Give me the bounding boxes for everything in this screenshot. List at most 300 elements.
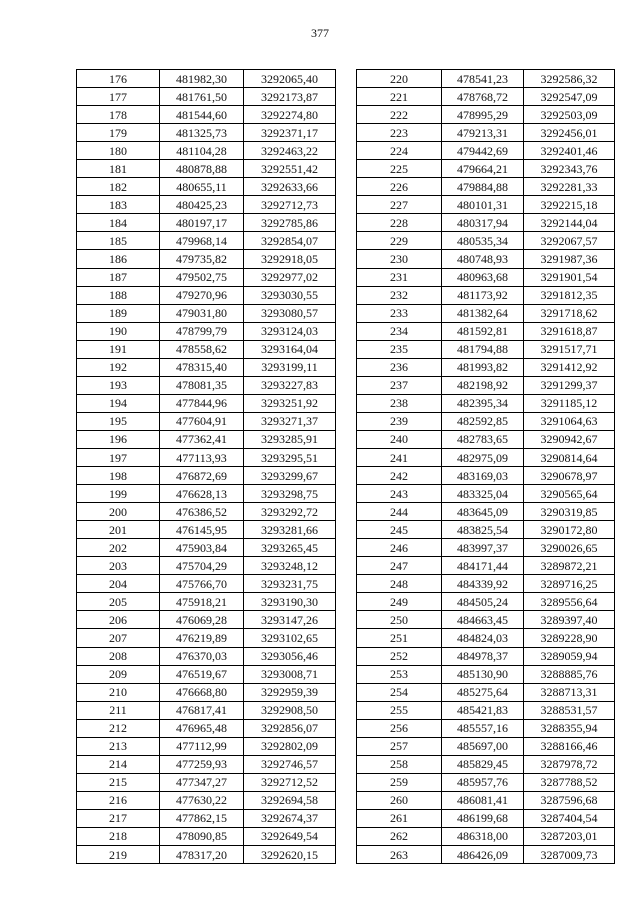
x-coordinate-cell: 486426,09 <box>442 846 524 864</box>
point-number-cell: 234 <box>357 322 442 340</box>
y-coordinate-cell: 3287009,73 <box>524 846 615 864</box>
x-coordinate-cell: 476219,89 <box>160 629 244 647</box>
table-row <box>357 503 615 521</box>
point-number-cell: 235 <box>357 340 442 358</box>
table-row <box>77 791 336 809</box>
table-row <box>77 611 336 629</box>
y-coordinate-cell: 3289059,94 <box>524 647 615 665</box>
x-coordinate-cell: 477630,22 <box>160 791 244 809</box>
point-number-cell: 238 <box>357 394 442 412</box>
table-row <box>77 448 336 466</box>
point-number-cell: 224 <box>357 142 442 160</box>
point-number-cell: 254 <box>357 683 442 701</box>
x-coordinate-cell: 486318,00 <box>442 827 524 845</box>
point-number-cell: 263 <box>357 846 442 864</box>
x-coordinate-cell: 479502,75 <box>160 268 244 286</box>
point-number-cell: 217 <box>77 809 160 827</box>
table-row <box>77 809 336 827</box>
table-row <box>77 683 336 701</box>
y-coordinate-cell: 3292281,33 <box>524 178 615 196</box>
point-number-cell: 203 <box>77 557 160 575</box>
point-number-cell: 193 <box>77 376 160 394</box>
point-number-cell: 183 <box>77 196 160 214</box>
y-coordinate-cell: 3290319,85 <box>524 503 615 521</box>
x-coordinate-cell: 476145,95 <box>160 521 244 539</box>
y-coordinate-cell: 3293124,03 <box>244 322 336 340</box>
y-coordinate-cell: 3292551,42 <box>244 160 336 178</box>
x-coordinate-cell: 479442,69 <box>442 142 524 160</box>
point-number-cell: 205 <box>77 593 160 611</box>
point-number-cell: 248 <box>357 575 442 593</box>
point-number-cell: 252 <box>357 647 442 665</box>
x-coordinate-cell: 478558,62 <box>160 340 244 358</box>
x-coordinate-cell: 485829,45 <box>442 755 524 773</box>
table-row <box>77 485 336 503</box>
point-number-cell: 220 <box>357 70 442 88</box>
x-coordinate-cell: 481592,81 <box>442 322 524 340</box>
y-coordinate-cell: 3289716,25 <box>524 575 615 593</box>
y-coordinate-cell: 3292918,05 <box>244 250 336 268</box>
point-number-cell: 249 <box>357 593 442 611</box>
y-coordinate-cell: 3292977,02 <box>244 268 336 286</box>
x-coordinate-cell: 480197,17 <box>160 214 244 232</box>
point-number-cell: 259 <box>357 773 442 791</box>
x-coordinate-cell: 476965,48 <box>160 719 244 737</box>
point-number-cell: 253 <box>357 665 442 683</box>
x-coordinate-cell: 478090,85 <box>160 827 244 845</box>
point-number-cell: 247 <box>357 557 442 575</box>
point-number-cell: 237 <box>357 376 442 394</box>
x-coordinate-cell: 481382,64 <box>442 304 524 322</box>
table-row <box>357 358 615 376</box>
table-row <box>77 358 336 376</box>
x-coordinate-cell: 478081,35 <box>160 376 244 394</box>
y-coordinate-cell: 3293285,91 <box>244 430 336 448</box>
x-coordinate-cell: 477862,15 <box>160 809 244 827</box>
x-coordinate-cell: 483325,04 <box>442 485 524 503</box>
x-coordinate-cell: 483825,54 <box>442 521 524 539</box>
y-coordinate-cell: 3292854,07 <box>244 232 336 250</box>
point-number-cell: 188 <box>77 286 160 304</box>
point-number-cell: 189 <box>77 304 160 322</box>
point-number-cell: 261 <box>357 809 442 827</box>
point-number-cell: 215 <box>77 773 160 791</box>
table-row <box>357 196 615 214</box>
x-coordinate-cell: 475704,29 <box>160 557 244 575</box>
point-number-cell: 258 <box>357 755 442 773</box>
x-coordinate-cell: 481544,60 <box>160 106 244 124</box>
x-coordinate-cell: 484663,45 <box>442 611 524 629</box>
x-coordinate-cell: 477362,41 <box>160 430 244 448</box>
point-number-cell: 241 <box>357 448 442 466</box>
y-coordinate-cell: 3293190,30 <box>244 593 336 611</box>
point-number-cell: 197 <box>77 448 160 466</box>
y-coordinate-cell: 3289228,90 <box>524 629 615 647</box>
table-row <box>77 124 336 142</box>
x-coordinate-cell: 479884,88 <box>442 178 524 196</box>
y-coordinate-cell: 3289872,21 <box>524 557 615 575</box>
table-row <box>77 575 336 593</box>
table-row <box>357 737 615 755</box>
y-coordinate-cell: 3292856,07 <box>244 719 336 737</box>
x-coordinate-cell: 481104,28 <box>160 142 244 160</box>
point-number-cell: 233 <box>357 304 442 322</box>
table-row <box>77 701 336 719</box>
x-coordinate-cell: 477844,96 <box>160 394 244 412</box>
table-row <box>77 846 336 864</box>
y-coordinate-cell: 3288885,76 <box>524 665 615 683</box>
table-row <box>357 755 615 773</box>
y-coordinate-cell: 3289556,64 <box>524 593 615 611</box>
y-coordinate-cell: 3292215,18 <box>524 196 615 214</box>
point-number-cell: 192 <box>77 358 160 376</box>
table-row <box>357 268 615 286</box>
y-coordinate-cell: 3287404,54 <box>524 809 615 827</box>
x-coordinate-cell: 485697,00 <box>442 737 524 755</box>
point-number-cell: 195 <box>77 412 160 430</box>
table-row <box>77 737 336 755</box>
table-row <box>357 629 615 647</box>
x-coordinate-cell: 482198,92 <box>442 376 524 394</box>
x-coordinate-cell: 478995,29 <box>442 106 524 124</box>
table-row <box>357 665 615 683</box>
x-coordinate-cell: 485421,83 <box>442 701 524 719</box>
y-coordinate-cell: 3292456,01 <box>524 124 615 142</box>
table-row <box>77 376 336 394</box>
y-coordinate-cell: 3292694,58 <box>244 791 336 809</box>
x-coordinate-cell: 485275,64 <box>442 683 524 701</box>
y-coordinate-cell: 3291901,54 <box>524 268 615 286</box>
point-number-cell: 221 <box>357 88 442 106</box>
table-row <box>77 467 336 485</box>
point-number-cell: 209 <box>77 665 160 683</box>
y-coordinate-cell: 3292586,32 <box>524 70 615 88</box>
point-number-cell: 236 <box>357 358 442 376</box>
y-coordinate-cell: 3293102,65 <box>244 629 336 647</box>
point-number-cell: 178 <box>77 106 160 124</box>
point-number-cell: 223 <box>357 124 442 142</box>
point-number-cell: 227 <box>357 196 442 214</box>
point-number-cell: 222 <box>357 106 442 124</box>
x-coordinate-cell: 484339,92 <box>442 575 524 593</box>
y-coordinate-cell: 3293292,72 <box>244 503 336 521</box>
point-number-cell: 218 <box>77 827 160 845</box>
table-row <box>77 521 336 539</box>
table-row <box>357 467 615 485</box>
table-row <box>357 846 615 864</box>
point-number-cell: 250 <box>357 611 442 629</box>
point-number-cell: 202 <box>77 539 160 557</box>
y-coordinate-cell: 3293080,57 <box>244 304 336 322</box>
x-coordinate-cell: 486081,41 <box>442 791 524 809</box>
point-number-cell: 206 <box>77 611 160 629</box>
point-number-cell: 246 <box>357 539 442 557</box>
table-row <box>357 88 615 106</box>
table-row <box>77 178 336 196</box>
y-coordinate-cell: 3291618,87 <box>524 322 615 340</box>
point-number-cell: 190 <box>77 322 160 340</box>
table-row <box>357 178 615 196</box>
x-coordinate-cell: 482783,65 <box>442 430 524 448</box>
x-coordinate-cell: 477113,93 <box>160 448 244 466</box>
table-row <box>357 340 615 358</box>
x-coordinate-cell: 481325,73 <box>160 124 244 142</box>
y-coordinate-cell: 3292274,80 <box>244 106 336 124</box>
x-coordinate-cell: 478768,72 <box>442 88 524 106</box>
y-coordinate-cell: 3287788,52 <box>524 773 615 791</box>
point-number-cell: 201 <box>77 521 160 539</box>
table-row <box>77 232 336 250</box>
point-number-cell: 228 <box>357 214 442 232</box>
x-coordinate-cell: 483997,37 <box>442 539 524 557</box>
x-coordinate-cell: 486199,68 <box>442 809 524 827</box>
point-number-cell: 225 <box>357 160 442 178</box>
table-row <box>357 160 615 178</box>
x-coordinate-cell: 480878,88 <box>160 160 244 178</box>
y-coordinate-cell: 3290026,65 <box>524 539 615 557</box>
y-coordinate-cell: 3292343,76 <box>524 160 615 178</box>
table-row <box>357 611 615 629</box>
table-row <box>357 106 615 124</box>
coordinates-table-left <box>76 69 336 864</box>
y-coordinate-cell: 3292712,52 <box>244 773 336 791</box>
x-coordinate-cell: 482592,85 <box>442 412 524 430</box>
coordinates-table-left-body <box>77 70 336 864</box>
point-number-cell: 226 <box>357 178 442 196</box>
y-coordinate-cell: 3293265,45 <box>244 539 336 557</box>
x-coordinate-cell: 480101,31 <box>442 196 524 214</box>
point-number-cell: 198 <box>77 467 160 485</box>
table-row <box>357 719 615 737</box>
x-coordinate-cell: 477112,99 <box>160 737 244 755</box>
y-coordinate-cell: 3293056,46 <box>244 647 336 665</box>
x-coordinate-cell: 476370,03 <box>160 647 244 665</box>
point-number-cell: 208 <box>77 647 160 665</box>
table-row <box>357 394 615 412</box>
table-row <box>77 70 336 88</box>
x-coordinate-cell: 485957,76 <box>442 773 524 791</box>
point-number-cell: 230 <box>357 250 442 268</box>
table-row <box>357 683 615 701</box>
y-coordinate-cell: 3292620,15 <box>244 846 336 864</box>
table-row <box>357 376 615 394</box>
point-number-cell: 194 <box>77 394 160 412</box>
y-coordinate-cell: 3288531,57 <box>524 701 615 719</box>
table-row <box>357 70 615 88</box>
table-row <box>357 232 615 250</box>
table-row <box>77 142 336 160</box>
table-row <box>357 773 615 791</box>
y-coordinate-cell: 3289397,40 <box>524 611 615 629</box>
x-coordinate-cell: 485130,90 <box>442 665 524 683</box>
x-coordinate-cell: 481982,30 <box>160 70 244 88</box>
table-row <box>77 593 336 611</box>
table-row <box>77 250 336 268</box>
table-row <box>77 88 336 106</box>
point-number-cell: 191 <box>77 340 160 358</box>
table-row <box>357 593 615 611</box>
y-coordinate-cell: 3291987,36 <box>524 250 615 268</box>
table-row <box>77 304 336 322</box>
point-number-cell: 214 <box>77 755 160 773</box>
y-coordinate-cell: 3292173,87 <box>244 88 336 106</box>
point-number-cell: 231 <box>357 268 442 286</box>
x-coordinate-cell: 484505,24 <box>442 593 524 611</box>
y-coordinate-cell: 3292908,50 <box>244 701 336 719</box>
table-row <box>77 773 336 791</box>
y-coordinate-cell: 3292547,09 <box>524 88 615 106</box>
y-coordinate-cell: 3292463,22 <box>244 142 336 160</box>
x-coordinate-cell: 482395,34 <box>442 394 524 412</box>
x-coordinate-cell: 483169,03 <box>442 467 524 485</box>
table-row <box>77 557 336 575</box>
table-row <box>77 322 336 340</box>
point-number-cell: 216 <box>77 791 160 809</box>
point-number-cell: 176 <box>77 70 160 88</box>
point-number-cell: 242 <box>357 467 442 485</box>
x-coordinate-cell: 476519,67 <box>160 665 244 683</box>
y-coordinate-cell: 3293299,67 <box>244 467 336 485</box>
table-row <box>357 539 615 557</box>
x-coordinate-cell: 479213,31 <box>442 124 524 142</box>
y-coordinate-cell: 3287978,72 <box>524 755 615 773</box>
y-coordinate-cell: 3292144,04 <box>524 214 615 232</box>
point-number-cell: 255 <box>357 701 442 719</box>
y-coordinate-cell: 3291812,35 <box>524 286 615 304</box>
y-coordinate-cell: 3293164,04 <box>244 340 336 358</box>
y-coordinate-cell: 3292712,73 <box>244 196 336 214</box>
table-row <box>357 430 615 448</box>
table-row <box>77 196 336 214</box>
y-coordinate-cell: 3293271,37 <box>244 412 336 430</box>
x-coordinate-cell: 479270,96 <box>160 286 244 304</box>
table-row <box>357 304 615 322</box>
y-coordinate-cell: 3292371,17 <box>244 124 336 142</box>
table-row <box>357 322 615 340</box>
point-number-cell: 181 <box>77 160 160 178</box>
point-number-cell: 185 <box>77 232 160 250</box>
table-row <box>77 286 336 304</box>
y-coordinate-cell: 3288355,94 <box>524 719 615 737</box>
y-coordinate-cell: 3292785,86 <box>244 214 336 232</box>
table-row <box>77 106 336 124</box>
point-number-cell: 239 <box>357 412 442 430</box>
table-row <box>77 629 336 647</box>
x-coordinate-cell: 481761,50 <box>160 88 244 106</box>
table-row <box>77 160 336 178</box>
y-coordinate-cell: 3291064,63 <box>524 412 615 430</box>
table-row <box>357 448 615 466</box>
y-coordinate-cell: 3287203,01 <box>524 827 615 845</box>
x-coordinate-cell: 479031,80 <box>160 304 244 322</box>
table-row <box>77 665 336 683</box>
y-coordinate-cell: 3293227,83 <box>244 376 336 394</box>
table-row <box>357 250 615 268</box>
y-coordinate-cell: 3291517,71 <box>524 340 615 358</box>
table-row <box>77 503 336 521</box>
x-coordinate-cell: 484824,03 <box>442 629 524 647</box>
table-row <box>357 286 615 304</box>
x-coordinate-cell: 479735,82 <box>160 250 244 268</box>
x-coordinate-cell: 480317,94 <box>442 214 524 232</box>
point-number-cell: 207 <box>77 629 160 647</box>
page-number: 377 <box>311 26 329 40</box>
table-row <box>77 719 336 737</box>
point-number-cell: 243 <box>357 485 442 503</box>
x-coordinate-cell: 476628,13 <box>160 485 244 503</box>
y-coordinate-cell: 3291718,62 <box>524 304 615 322</box>
y-coordinate-cell: 3292503,09 <box>524 106 615 124</box>
point-number-cell: 232 <box>357 286 442 304</box>
y-coordinate-cell: 3292633,66 <box>244 178 336 196</box>
x-coordinate-cell: 477259,93 <box>160 755 244 773</box>
y-coordinate-cell: 3293295,51 <box>244 448 336 466</box>
point-number-cell: 187 <box>77 268 160 286</box>
x-coordinate-cell: 478317,20 <box>160 846 244 864</box>
y-coordinate-cell: 3293248,12 <box>244 557 336 575</box>
x-coordinate-cell: 476069,28 <box>160 611 244 629</box>
y-coordinate-cell: 3287596,68 <box>524 791 615 809</box>
point-number-cell: 211 <box>77 701 160 719</box>
table-row <box>77 430 336 448</box>
table-row <box>357 142 615 160</box>
x-coordinate-cell: 482975,09 <box>442 448 524 466</box>
point-number-cell: 212 <box>77 719 160 737</box>
y-coordinate-cell: 3293251,92 <box>244 394 336 412</box>
table-row <box>77 214 336 232</box>
table-row <box>357 557 615 575</box>
x-coordinate-cell: 476386,52 <box>160 503 244 521</box>
point-number-cell: 196 <box>77 430 160 448</box>
table-row <box>357 809 615 827</box>
table-row <box>77 755 336 773</box>
y-coordinate-cell: 3290565,64 <box>524 485 615 503</box>
point-number-cell: 184 <box>77 214 160 232</box>
x-coordinate-cell: 481993,82 <box>442 358 524 376</box>
y-coordinate-cell: 3290172,80 <box>524 521 615 539</box>
y-coordinate-cell: 3290942,67 <box>524 430 615 448</box>
y-coordinate-cell: 3291412,92 <box>524 358 615 376</box>
point-number-cell: 186 <box>77 250 160 268</box>
point-number-cell: 182 <box>77 178 160 196</box>
y-coordinate-cell: 3293008,71 <box>244 665 336 683</box>
point-number-cell: 177 <box>77 88 160 106</box>
x-coordinate-cell: 479968,14 <box>160 232 244 250</box>
point-number-cell: 199 <box>77 485 160 503</box>
x-coordinate-cell: 475918,21 <box>160 593 244 611</box>
x-coordinate-cell: 475766,70 <box>160 575 244 593</box>
y-coordinate-cell: 3288713,31 <box>524 683 615 701</box>
table-row <box>77 412 336 430</box>
x-coordinate-cell: 478799,79 <box>160 322 244 340</box>
table-row <box>77 394 336 412</box>
table-row <box>357 575 615 593</box>
x-coordinate-cell: 485557,16 <box>442 719 524 737</box>
y-coordinate-cell: 3292802,09 <box>244 737 336 755</box>
coordinates-table-right-body <box>357 70 615 864</box>
x-coordinate-cell: 478315,40 <box>160 358 244 376</box>
x-coordinate-cell: 477347,27 <box>160 773 244 791</box>
y-coordinate-cell: 3292401,46 <box>524 142 615 160</box>
table-row <box>357 214 615 232</box>
y-coordinate-cell: 3292959,39 <box>244 683 336 701</box>
x-coordinate-cell: 483645,09 <box>442 503 524 521</box>
x-coordinate-cell: 479664,21 <box>442 160 524 178</box>
x-coordinate-cell: 480425,23 <box>160 196 244 214</box>
y-coordinate-cell: 3291299,37 <box>524 376 615 394</box>
table-row <box>357 647 615 665</box>
y-coordinate-cell: 3292065,40 <box>244 70 336 88</box>
